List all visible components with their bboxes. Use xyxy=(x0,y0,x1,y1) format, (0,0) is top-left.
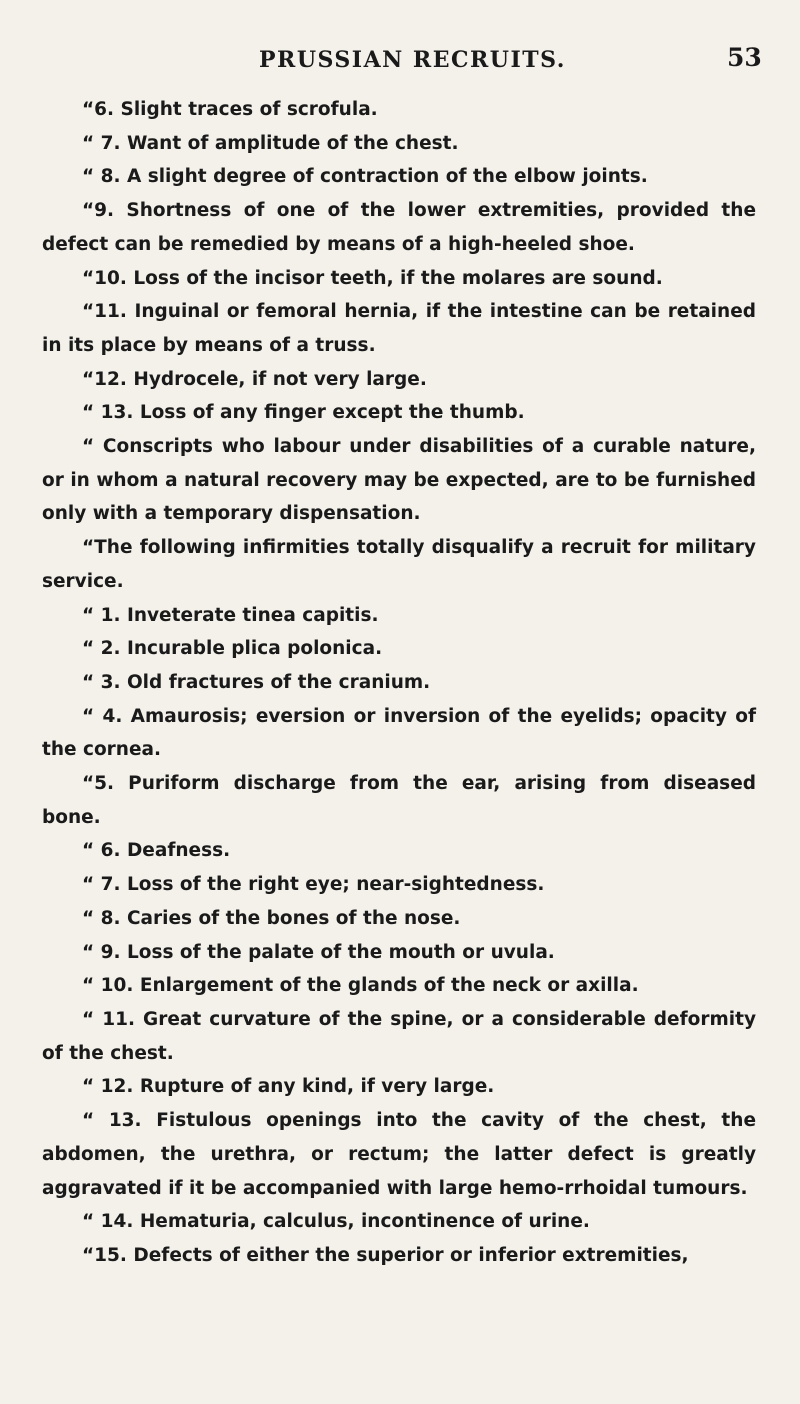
page-header xyxy=(0,43,800,87)
paragraph: “ 8. Caries of the bones of the nose. xyxy=(82,907,461,929)
paragraph: “12. Hydrocele, if not very large. xyxy=(82,368,427,390)
paragraph: “ 3. Old fractures of the cranium. xyxy=(82,671,431,693)
paragraph: “ 2. Incurable plica polonica. xyxy=(82,638,383,660)
paragraph: “9. Shortness of one of the lower extremities, provided the defect can be remedied by means of a high-heeled shoe. xyxy=(42,200,756,255)
paragraph: “10. Loss of the incisor teeth, if the molares are sound. xyxy=(82,267,663,289)
paragraph: “ 12. Rupture of any kind, if very large. xyxy=(82,1076,495,1098)
paragraph: “ 11. Great curvature of the spine, or a considerable deformity of the chest. xyxy=(42,1008,756,1064)
paragraph: “ 10. Enlargement of the glands of the neck or axilla. xyxy=(82,975,639,997)
running-title: PRUSSIAN RECRUITS. xyxy=(259,47,566,73)
paragraph: “ 7. Want of amplitude of the chest. xyxy=(82,132,459,154)
paragraph: “5. Puriform discharge from the ear, arising from diseased bone. xyxy=(42,773,756,828)
paragraph: “ 4. Amaurosis; eversion or inversion of the eyelids; opacity of the cornea. xyxy=(42,705,756,761)
page-number: 53 xyxy=(727,43,762,72)
paragraph: “ 1. Inveterate tinea capitis. xyxy=(82,604,379,626)
paragraph: “ 7. Loss of the right eye; near-sightedness. xyxy=(82,874,545,896)
paragraph: “ 13. Fistulous openings into the cavity of the chest, the abdomen, the urethra, or rectum; the latter defect is greatly aggravated if it be accompanied with large hemo-rrhoidal tumours. xyxy=(42,1110,756,1199)
paragraph: “11. Inguinal or femoral hernia, if the intestine can be retained in its place by means of a truss. xyxy=(42,301,756,356)
paragraph: “15. Defects of either the superior or inferior extremities, xyxy=(82,1244,689,1266)
paragraph: “ Conscripts who labour under disabilities of a curable nature, or in whom a natural recovery may be expected, are to be furnished only with a temporary dispensation. xyxy=(42,436,756,525)
paragraph: “ 9. Loss of the palate of the mouth or uvula. xyxy=(82,941,555,963)
body-text xyxy=(42,93,756,1273)
paragraph: “ 14. Hematuria, calculus, incontinence of urine. xyxy=(82,1211,590,1233)
paragraph: “ 6. Deafness. xyxy=(82,840,231,862)
paragraph: “6. Slight traces of scrofula. xyxy=(82,99,378,120)
paragraph: “ 8. A slight degree of contraction of the elbow joints. xyxy=(82,166,648,188)
paragraph: “The following infirmities totally disqualify a recruit for military service. xyxy=(42,537,756,592)
paragraph: “ 13. Loss of any finger except the thumb. xyxy=(82,402,525,424)
